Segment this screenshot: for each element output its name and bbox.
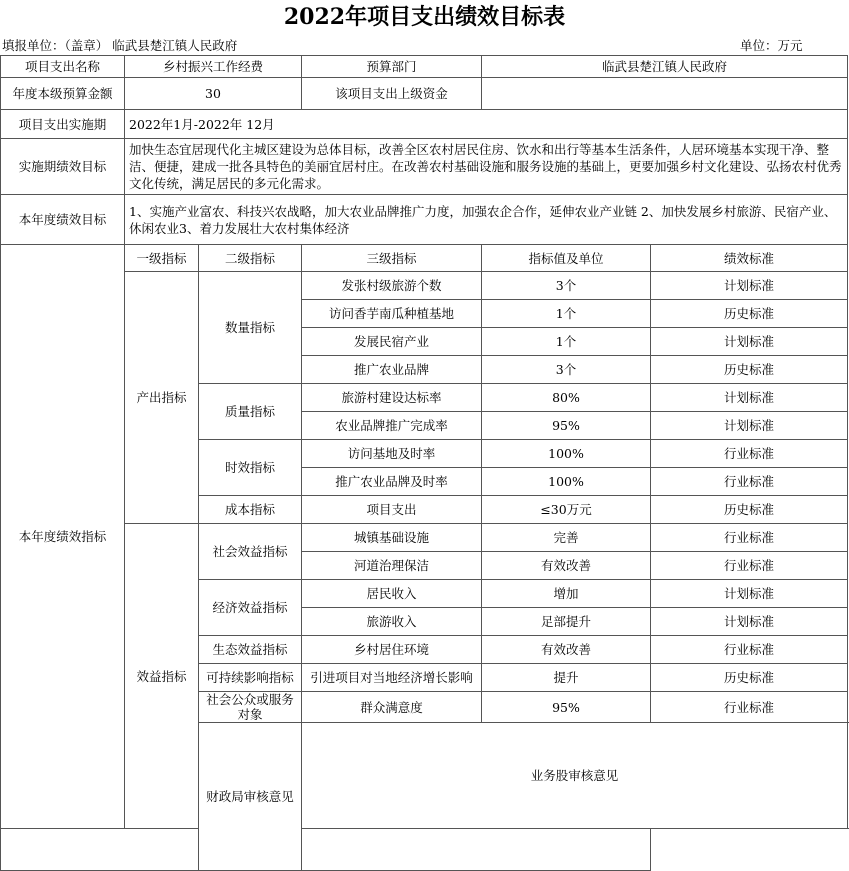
col-header-level2: 二级指标 <box>199 245 302 272</box>
indicator-standard: 行业标准 <box>651 468 848 496</box>
project-name-label: 项目支出名称 <box>1 56 125 78</box>
filling-unit: 填报单位：（盖章） 临武县楚江镇人民政府 <box>2 38 238 53</box>
indicator-standard: 行业标准 <box>651 692 848 723</box>
performance-review-field[interactable] <box>302 829 651 871</box>
group-economic: 经济效益指标 <box>199 580 302 636</box>
indicator-name: 旅游收入 <box>302 608 482 636</box>
indicator-value: 100% <box>482 440 651 468</box>
group-quantity: 数量指标 <box>199 272 302 384</box>
review-label: 财政局审核意见 <box>199 723 302 871</box>
budget-dept: 临武县楚江镇人民政府 <box>482 56 848 78</box>
money-unit: 单位：万元 <box>740 38 803 53</box>
group-social: 社会效益指标 <box>199 524 302 580</box>
indicator-standard: 历史标准 <box>651 356 848 384</box>
indicator-name: 发展民宿产业 <box>302 328 482 356</box>
indicator-standard: 历史标准 <box>651 664 848 692</box>
indicator-section-label: 本年度绩效指标 <box>1 245 125 829</box>
indicator-name: 推广农业品牌及时率 <box>302 468 482 496</box>
indicator-name: 河道治理保洁 <box>302 552 482 580</box>
indicator-value: 100% <box>482 468 651 496</box>
indicator-value: 有效改善 <box>482 552 651 580</box>
superior-funds <box>482 78 848 110</box>
group-quality: 质量指标 <box>199 384 302 440</box>
impl-goal-label: 实施期绩效目标 <box>1 139 125 195</box>
indicator-name: 项目支出 <box>302 496 482 524</box>
indicator-standard: 计划标准 <box>651 272 848 300</box>
col-header-level3: 三级指标 <box>302 245 482 272</box>
period-label: 项目支出实施期 <box>1 110 125 139</box>
group-sustain: 可持续影响指标 <box>199 664 302 692</box>
group-timeliness: 时效指标 <box>199 440 302 496</box>
business-review-label: 业务股审核意见 <box>302 723 848 829</box>
indicator-standard: 行业标准 <box>651 552 848 580</box>
indicator-name: 乡村居住环境 <box>302 636 482 664</box>
indicator-standard: 行业标准 <box>651 440 848 468</box>
indicator-name: 发张村级旅游个数 <box>302 272 482 300</box>
indicator-name: 群众满意度 <box>302 692 482 723</box>
performance-table <box>0 55 848 871</box>
annual-goal: 1、实施产业富农、科技兴农战略，加大农业品牌推广力度，加强农企合作，延伸农业产业链 2、加快发展乡村旅游、民宿产业、休闲农业3、着力发展壮大农村集体经济 <box>125 195 848 245</box>
indicator-standard: 历史标准 <box>651 496 848 524</box>
indicator-value: 有效改善 <box>482 636 651 664</box>
indicator-value: 1个 <box>482 300 651 328</box>
group-satisfaction: 社会公众或服务对象 <box>199 692 302 723</box>
indicator-value: 3个 <box>482 356 651 384</box>
annual-goal-label: 本年度绩效目标 <box>1 195 125 245</box>
indicator-standard: 计划标准 <box>651 580 848 608</box>
indicator-standard: 计划标准 <box>651 384 848 412</box>
page-title: 2022年项目支出绩效目标表 <box>283 4 566 30</box>
col-header-standard: 绩效标准 <box>651 245 848 272</box>
indicator-value: 95% <box>482 412 651 440</box>
annual-budget-label: 年度本级预算金额 <box>1 78 125 110</box>
indicator-standard: 计划标准 <box>651 608 848 636</box>
indicator-standard: 行业标准 <box>651 524 848 552</box>
impl-goal: 加快生态宜居现代化主城区建设为总体目标，改善全区农村居民住房、饮水和出行等基本生活条件，人居环境基本实现干净、整洁、便捷，建成一批各具特色的美丽宜居村庄。在改善农村基础设施和服务设施的基础上，更要加强乡村文化建设、弘扬农村优秀文化传统，满足居民的多元化需求。 <box>125 139 848 195</box>
indicator-standard: 行业标准 <box>651 636 848 664</box>
indicator-name: 推广农业品牌 <box>302 356 482 384</box>
indicator-value: ≤30万元 <box>482 496 651 524</box>
budget-dept-label: 预算部门 <box>302 56 482 78</box>
indicator-value: 完善 <box>482 524 651 552</box>
indicator-value: 增加 <box>482 580 651 608</box>
indicator-value: 3个 <box>482 272 651 300</box>
project-name: 乡村振兴工作经费 <box>125 56 302 78</box>
business-review-field[interactable] <box>1 829 302 871</box>
group-cost: 成本指标 <box>199 496 302 524</box>
indicator-value: 80% <box>482 384 651 412</box>
indicator-standard: 计划标准 <box>651 328 848 356</box>
indicator-name: 访问香芋南瓜种植基地 <box>302 300 482 328</box>
group-benefit: 效益指标 <box>125 524 199 829</box>
indicator-value: 提升 <box>482 664 651 692</box>
superior-funds-label: 该项目支出上级资金 <box>302 78 482 110</box>
period: 2022年1月-2022年 12月 <box>125 110 848 139</box>
indicator-name: 居民收入 <box>302 580 482 608</box>
indicator-value: 1个 <box>482 328 651 356</box>
col-header-level1: 一级指标 <box>125 245 199 272</box>
indicator-name: 农业品牌推广完成率 <box>302 412 482 440</box>
col-header-value: 指标值及单位 <box>482 245 651 272</box>
indicator-value: 足部提升 <box>482 608 651 636</box>
group-output: 产出指标 <box>125 272 199 524</box>
indicator-name: 引进项目对当地经济增长影响 <box>302 664 482 692</box>
indicator-standard: 历史标准 <box>651 300 848 328</box>
indicator-name: 旅游村建设达标率 <box>302 384 482 412</box>
indicator-name: 城镇基础设施 <box>302 524 482 552</box>
indicator-name: 访问基地及时率 <box>302 440 482 468</box>
indicator-standard: 计划标准 <box>651 412 848 440</box>
annual-budget: 30 <box>125 78 302 110</box>
group-ecological: 生态效益指标 <box>199 636 302 664</box>
indicator-value: 95% <box>482 692 651 723</box>
